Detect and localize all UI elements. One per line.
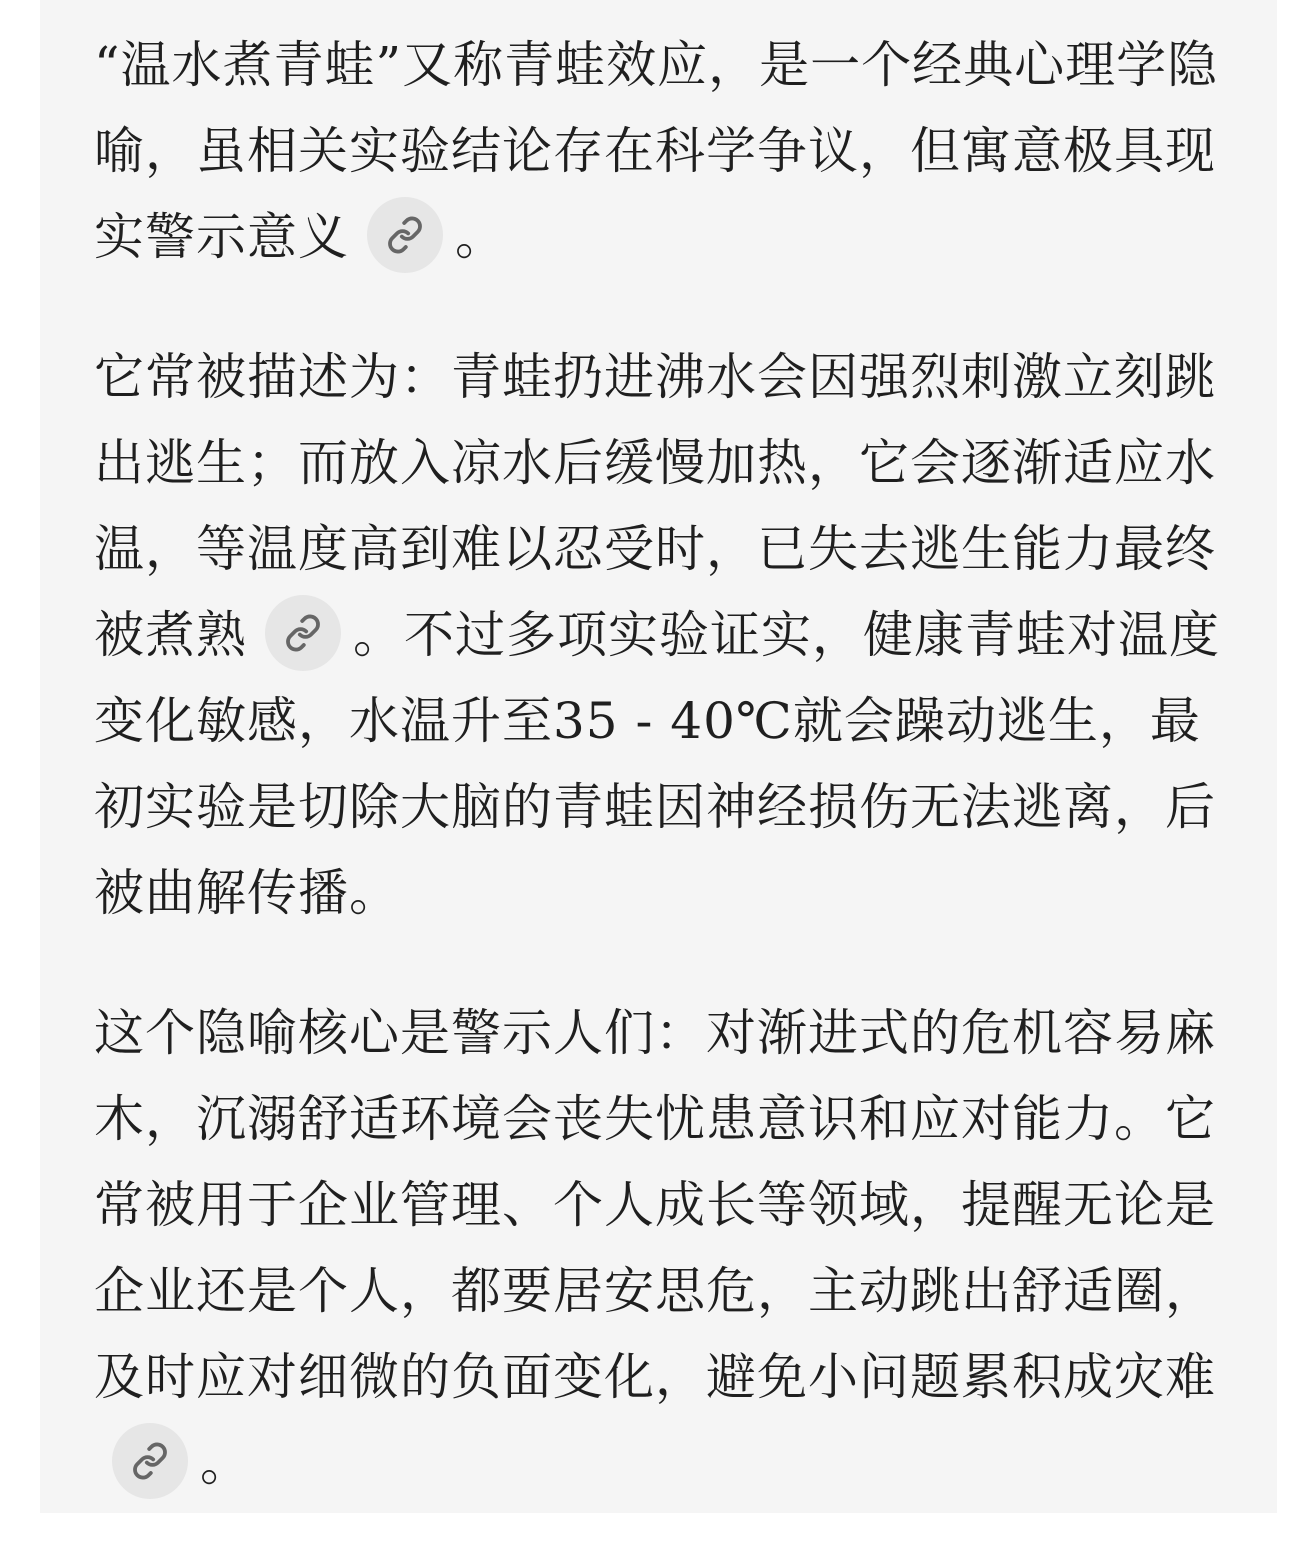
paragraph-text: 。不过多项实验证实，健康青蛙对温度变化敏感，水温升至35 - 40℃就会躁动逃生，最初实验是切除大脑的青蛙因神经损伤无法逃离，后被曲解传播。 — [94, 606, 1220, 922]
answer-text — [94, 22, 1224, 1560]
paragraph-text: 。 — [455, 208, 506, 266]
link-icon — [284, 614, 322, 652]
paragraph-3 — [94, 990, 1224, 1506]
paragraph-text: 它常被描述为：青蛙扔进沸水会因强烈刺激立刻跳出逃生；而放入凉水后缓慢加热，它会逐渐适应水温，等温度高到难以忍受时，已失去逃生能力最终被煮熟 — [94, 348, 1216, 664]
paragraph-text: 。 — [200, 1434, 251, 1492]
paragraph-1 — [94, 22, 1224, 280]
paragraph-text: “温水煮青蛙”又称青蛙效应，是一个经典心理学隐喻，虽相关实验结论存在科学争议，但寓意极具现实警示意义 — [94, 36, 1219, 266]
link-icon — [386, 216, 424, 254]
paragraph-text: 这个隐喻核心是警示人们：对渐进式的危机容易麻木，沉溺舒适环境会丧失忧患意识和应对能力。它常被用于企业管理、个人成长等领域，提醒无论是企业还是个人，都要居安思危，主动跳出舒适圈，及时应对细微的负面变化，避免小问题累积成灾难 — [94, 1004, 1216, 1406]
citation-link-button[interactable] — [112, 1423, 188, 1499]
citation-link-button[interactable] — [367, 197, 443, 273]
citation-link-button[interactable] — [265, 595, 341, 671]
paragraph-2 — [94, 334, 1224, 936]
link-icon — [131, 1442, 169, 1480]
